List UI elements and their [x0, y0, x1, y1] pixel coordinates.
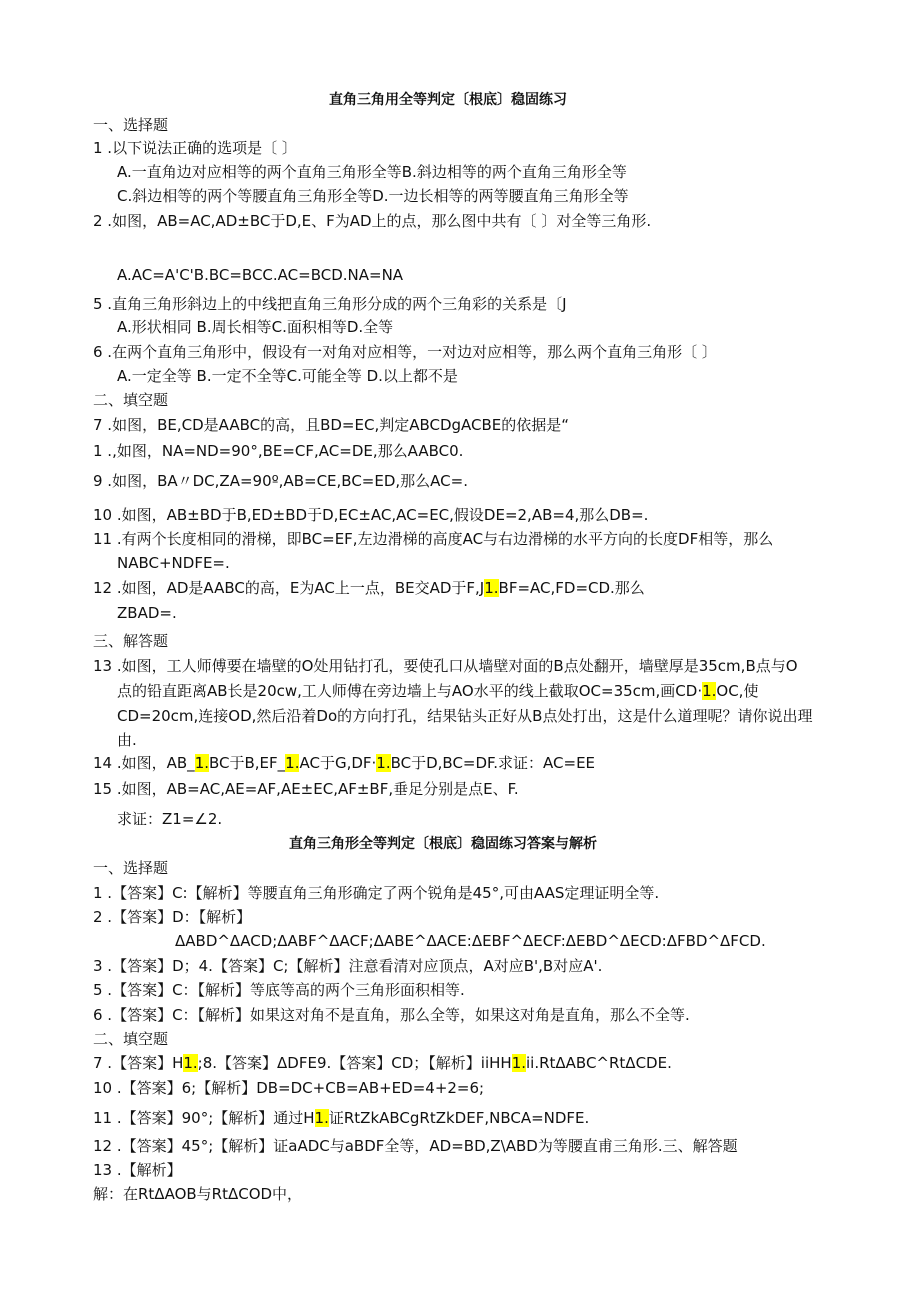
- question-6: 6 .在两个直角三角形中，假设有一对角对应相等，一对边对应相等，那么两个直角三角形〔 〕: [93, 343, 717, 361]
- answer-3-4: 3 .【答案】D；4.【答案】C;【解析】注意看清对应顶点，A对应B',B对应A'.: [93, 957, 603, 975]
- answer-12: 12 .【答案】45°;【解析】证aADC与aBDF全等，AD=BD,Z\ABD为等腰直甫三角形.三、解答题: [93, 1137, 738, 1155]
- answer-7-text-2: ;8.【答案】ΔDFE9.【答案】CD；【解析】iiHH: [197, 1054, 512, 1072]
- answer-11-text-a: 11 .【答案】90°;【解析】通过H: [93, 1109, 315, 1127]
- answer-11-text-b: 证RtZkABCgRtZkDEF,NBCA=NDFE.: [328, 1109, 590, 1127]
- question-11-line-2: NABC+NDFE=.: [117, 554, 230, 572]
- question-13-text-a: 点的铅直距离AB长是20cw,工人师傅在旁边墙上与AO水平的线上截取OC=35cm,画CD·: [117, 682, 703, 700]
- question-13-text-b: OC,使: [716, 682, 759, 700]
- answer-2-detail: ΔABD^ΔACD;ΔABF^ΔACF;ΔABE^ΔACE:ΔEBF^ΔECF:ΔEBD^ΔECD:ΔFBD^ΔFCD.: [175, 932, 766, 950]
- highlight-mark: 1.: [702, 682, 717, 700]
- question-15: 15 .如图，AB=AC,AE=AF,AE±EC,AF±BF,垂足分别是点E、F.: [93, 780, 519, 798]
- highlight-mark: 1.: [285, 754, 300, 772]
- section-heading-choice: 一、选择题: [93, 116, 169, 134]
- question-13-line-1: 13 .如图，工人师傅要在墙壁的O处用钻打孔，要使孔口从墙壁对面的B点处翻开，墙壁厚是35cm,B点与O: [93, 657, 798, 675]
- answer-13-solution: 解：在RtΔAOB与RtΔCOD中，: [93, 1185, 303, 1203]
- section-heading-solve: 三、解答题: [93, 632, 169, 650]
- highlight-mark: 1.: [194, 754, 209, 772]
- question-12-text-b: BF=AC,FD=CD.那么: [498, 579, 645, 597]
- question-6-options: A.一定全等 B.一定不全等C.可能全等 D.以上都不是: [117, 367, 458, 385]
- answer-2: 2 .【答案】D：【解析】: [93, 908, 252, 926]
- question-14-text-2: BC于B,EF_: [209, 754, 286, 772]
- answer-section-fill: 二、填空题: [93, 1030, 169, 1048]
- question-1-options-cd: C.斜边相等的两个等腰直角三角形全等D.一边长相等的两等腰直角三角形全等: [117, 187, 629, 205]
- question-1: 1 .以下说法正确的选项是〔 〕: [93, 139, 297, 157]
- question-10: 10 .如图，AB±BD于B,ED±BD于D,EC±AC,AC=EC,假设DE=2,AB=4,那么DB=.: [93, 506, 649, 524]
- answer-7-text-1: 7 .【答案】H: [93, 1054, 184, 1072]
- question-5-options: A.形状相同 B.周长相等C.面积相等D.全等: [117, 318, 394, 336]
- question-13-line-2: [117, 681, 758, 701]
- highlight-mark: 1.: [183, 1054, 198, 1072]
- highlight-mark: 1.: [314, 1109, 329, 1127]
- question-12-text-a: 12 .如图，AD是AABC的高，E为AC上一点，BE交AD于F,J: [93, 579, 485, 597]
- question-14-text-1: 14 .如图，AB_: [93, 754, 195, 772]
- question-1-options-ab: A.一直角边对应相等的两个直角三角形全等B.斜边相等的两个直角三角形全等: [117, 163, 627, 181]
- question-8: 1 .,如图，NA=ND=90°,BE=CF,AC=DE,那么AABC0.: [93, 442, 464, 460]
- highlight-mark: 1.: [484, 579, 499, 597]
- question-14: [93, 753, 595, 773]
- question-15-prove: 求证：Z1=∠2.: [117, 810, 223, 828]
- question-9: 9 .如图，BA〃DC,ZA=90º,AB=CE,BC=ED,那么AC=.: [93, 472, 468, 490]
- section-heading-fill: 二、填空题: [93, 391, 169, 409]
- question-11-line-1: 11 .有两个长度相同的滑梯，即BC=EF,左边滑梯的高度AC与右边滑梯的水平方向的长度DF相等，那么: [93, 530, 774, 548]
- document-title: 直角三角用全等判定〔根底〕稳固练习: [329, 92, 567, 108]
- answer-6: 6 .【答案】C：【解析】如果这对角不是直角，那么全等，如果这对角是直角，那么不全等.: [93, 1006, 690, 1024]
- question-5: 5 .直角三角形斜边上的中线把直角三角形分成的两个三角彩的关系是〔J: [93, 295, 567, 313]
- question-3-options: A.AC=A'C'B.BC=BCC.AC=BCD.NA=NA: [117, 266, 404, 284]
- answer-section-choice: 一、选择题: [93, 859, 169, 877]
- highlight-mark: 1.: [511, 1054, 526, 1072]
- question-2: 2 .如图，AB=AC,AD±BC于D,E、F为AD上的点，那么图中共有〔 〕对全等三角形.: [93, 212, 652, 230]
- answer-7-text-3: ii.RtΔABC^RtΔCDE.: [526, 1054, 672, 1072]
- question-7: 7 .如图，BE,CD是AABC的高，且BD=EC,判定ABCDgACBE的依据是“: [93, 416, 570, 434]
- question-12-line-1: [93, 578, 645, 598]
- question-12-line-2: ZBAD=.: [117, 604, 177, 622]
- question-14-text-3: AC于G,DF·: [299, 754, 377, 772]
- answers-title: 直角三角形全等判定〔根底〕稳固练习答案与解析: [289, 836, 597, 852]
- answer-7-9: [93, 1053, 672, 1073]
- answer-13: 13 .【解析】: [93, 1161, 182, 1179]
- answer-10: 10 .【答案】6;【解析】DB=DC+CB=AB+ED=4+2=6;: [93, 1079, 485, 1097]
- highlight-mark: 1.: [376, 754, 391, 772]
- question-13-line-3: CD=20cm,连接OD,然后沿着Do的方向打孔，结果钻头正好从B点处打出，这是什么道理呢？请你说出理: [117, 707, 813, 725]
- question-13-line-4: 由.: [117, 731, 137, 749]
- question-14-text-4: BC于D,BC=DF.求证：AC=EE: [390, 754, 596, 772]
- answer-11: [93, 1108, 589, 1128]
- answer-1: 1 .【答案】C:【解析】等腰直角三角形确定了两个锐角是45°,可由AAS定理证明全等.: [93, 884, 660, 902]
- answer-5: 5 .【答案】C：【解析】等底等高的两个三角形面积相等.: [93, 981, 465, 999]
